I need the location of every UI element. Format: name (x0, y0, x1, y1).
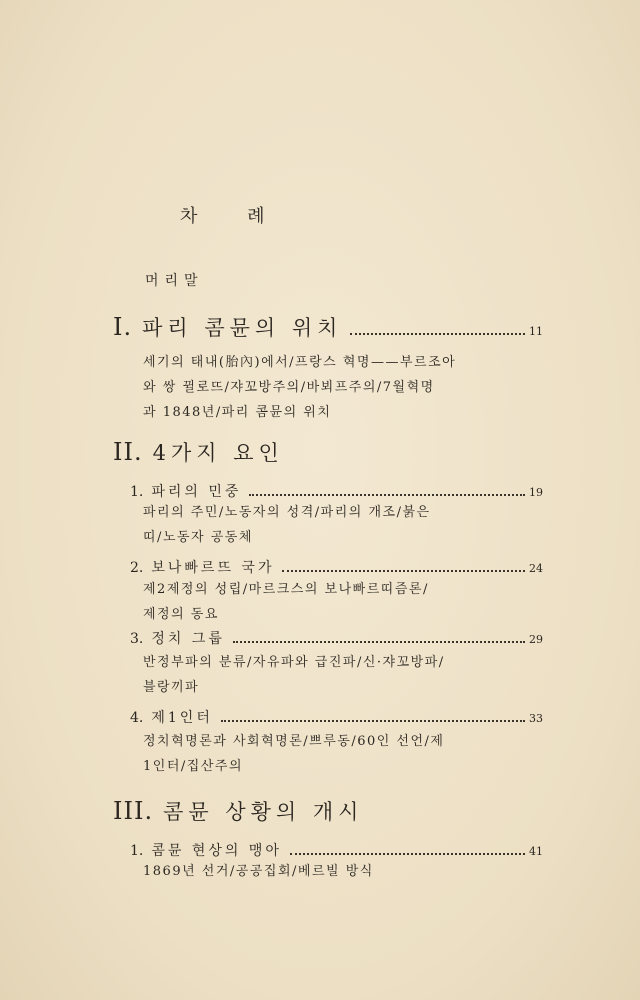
part-2-title: 4가지 요인 (152, 441, 284, 465)
toc-title: 차 례 (180, 206, 287, 227)
part-1-title: 파리 콤뮨의 위치 (142, 316, 343, 340)
chapter-page: 41 (529, 845, 543, 858)
chapter-number: 2. (130, 560, 144, 576)
part-1-number: I. (113, 313, 133, 341)
part-1-page: 11 (529, 325, 543, 338)
dot-leader (350, 333, 525, 335)
chapter-2-2-summary: 제2제정의 성립/마르크스의 보나빠르띠즘론/ 제정의 동요 (143, 582, 429, 622)
chapter-number: 1. (130, 843, 144, 859)
chapter-2-3-summary: 반정부파의 분류/자유파와 급진파/신·쟈꼬방파/ 블랑끼파 (143, 655, 445, 695)
chapter-2-4-summary: 정치혁명론과 사회혁명론/쁘루동/60인 선언/제 1인터/집산주의 (143, 734, 445, 774)
chapter-title: 파리의 민중 (151, 484, 242, 500)
chapter-2-1-summary: 파리의 주민/노동자의 성격/파리의 개조/붉은 띠/노동자 공동체 (143, 505, 431, 545)
part-1-summary: 세기의 태내(胎內)에서/프랑스 혁명——부르조아 와 쌍 뀔로뜨/쟈꼬방주의/바뵈프주의/7월혁명 과 1848년/파리 콤뮨의 위치 (143, 355, 457, 420)
chapter-2-4-entry[interactable] (130, 707, 543, 727)
part-3-heading[interactable] (113, 796, 543, 826)
preface-link[interactable]: 머리말 (145, 273, 204, 289)
part-3-number: III. (113, 797, 154, 825)
part-1-heading[interactable] (113, 312, 543, 342)
dot-leader (290, 853, 525, 855)
dot-leader (233, 641, 525, 643)
chapter-page: 29 (529, 633, 543, 646)
chapter-number: 1. (130, 484, 144, 500)
chapter-3-1-entry[interactable] (130, 840, 543, 860)
chapter-title: 제1인터 (151, 710, 213, 726)
chapter-page: 33 (529, 712, 543, 725)
dot-leader (249, 494, 525, 496)
chapter-2-3-entry[interactable] (130, 628, 543, 648)
chapter-number: 4. (130, 710, 144, 726)
chapter-page: 24 (529, 562, 543, 575)
dot-leader (282, 570, 525, 572)
chapter-title: 보나빠르뜨 국가 (151, 560, 275, 576)
chapter-title: 정치 그룹 (151, 631, 225, 647)
chapter-3-1-summary: 1869년 선거/공공집회/베르빌 방식 (143, 864, 374, 879)
chapter-2-2-entry[interactable] (130, 557, 543, 577)
part-2-number: II. (113, 438, 143, 466)
dot-leader (221, 720, 525, 722)
part-2-heading[interactable] (113, 437, 543, 467)
chapter-number: 3. (130, 631, 144, 647)
chapter-page: 19 (529, 486, 543, 499)
part-3-title: 콤뮨 상황의 개시 (163, 800, 364, 824)
chapter-title: 콤뮨 현상의 맹아 (151, 843, 282, 859)
chapter-2-1-entry[interactable] (130, 481, 543, 501)
